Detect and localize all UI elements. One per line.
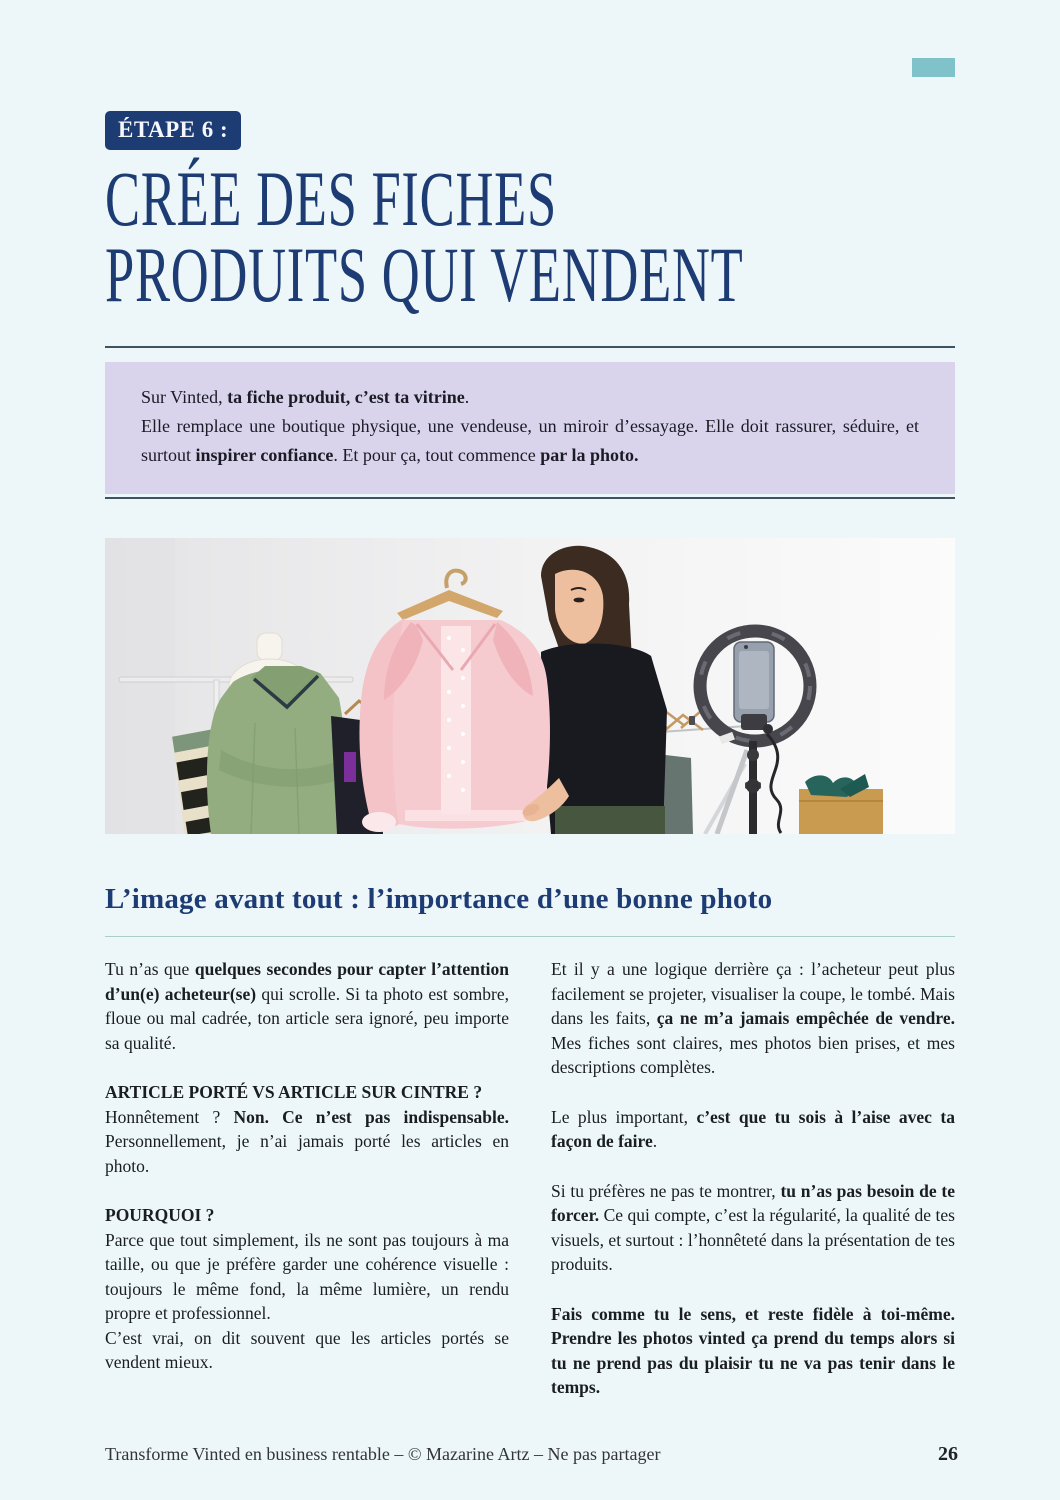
green-blouse: [207, 666, 347, 834]
body-columns: [105, 957, 955, 1425]
smartphone: [734, 642, 774, 734]
column-right: [551, 957, 955, 1425]
section-underline: [105, 936, 955, 937]
paragraph: Tu n’as que quelques secondes pour capter l’attention d’un(e) acheteur(se) qui scrolle. Si ta photo est sombre, floue ou mal cadrée, ton article sera ignoré, peu importe sa qualité.: [105, 959, 509, 1053]
paragraph: Et il y a une logique derrière ça : l’acheteur peut plus facilement se projeter, visualiser la coupe, le tombé. Mais dans les faits, ça ne m’a jamais empêchée de vendre. Mes fiches sont claires, mes photos bien prises, et mes descriptions complètes.: [551, 959, 955, 1077]
paragraph-heading: ARTICLE PORTÉ VS ARTICLE SUR CINTRE ?: [105, 1082, 483, 1102]
intro-highlight-box: [105, 362, 955, 494]
page-corner-marker: [912, 58, 955, 77]
paragraph-heading: POURQUOI ?: [105, 1205, 215, 1225]
page-title-line-1: CRÉE DES FICHES: [105, 156, 557, 243]
section-heading: L’image avant tout : l’importance d’une bonne photo: [105, 883, 773, 915]
page-number: 26: [938, 1443, 958, 1465]
paragraph: [105, 1080, 509, 1178]
phone-clamp: [741, 714, 767, 730]
paragraph: [105, 1203, 509, 1375]
intro-paragraph-1: Sur Vinted, ta fiche produit, c’est ta vitrine.: [141, 387, 470, 407]
divider-bottom: [105, 497, 955, 499]
paragraph: Le plus important, c’est que tu sois à l’aise avec ta façon de faire.: [551, 1106, 955, 1151]
paragraph: Si tu préfères ne pas te montrer, tu n’as pas besoin de te forcer. Ce qui compte, c’est la régularité, la qualité de tes visuels, et surtout : l’honnêteté dans la présentation de tes produits.: [551, 1180, 955, 1274]
footer: [105, 1443, 958, 1466]
paragraph-body: C’est vrai, on dit souvent que les articles portés se vendent mieux.: [105, 1327, 509, 1372]
intro-paragraph-2: Elle remplace une boutique physique, une vendeuse, un miroir d’essayage. Elle doit rassurer, séduire, et surtout inspirer confiance. Et pour ça, tout commence par la photo.: [141, 416, 919, 465]
divider-top: [105, 346, 955, 348]
paragraph-body: Parce que tout simplement, ils ne sont pas toujours à ma taille, ou que je préfère garder une cohérence visuelle : toujours le même fond, la même lumière, un rendu propre et professionnel.: [105, 1229, 509, 1323]
product-photo: [105, 538, 955, 834]
wall-shadow: [105, 538, 175, 834]
paragraph: Fais comme tu le sens, et reste fidèle à toi-même. Prendre les photos vinted ça prend du temps alors si tu ne prend pas du plaisir tu ne va pas tenir dans le temps.: [551, 1303, 955, 1397]
page-title-line-2: PRODUITS QUI VENDENT: [105, 232, 744, 319]
column-left: [105, 957, 509, 1425]
paragraph-body: Honnêtement ? Non. Ce n’est pas indispensable. Personnellement, je n’ai jamais porté les articles en photo.: [105, 1106, 509, 1176]
page-title: [105, 156, 968, 319]
footer-text: Transforme Vinted en business rentable – © Mazarine Artz – Ne pas partager: [105, 1444, 661, 1464]
step-badge: ÉTAPE 6 :: [105, 111, 241, 150]
